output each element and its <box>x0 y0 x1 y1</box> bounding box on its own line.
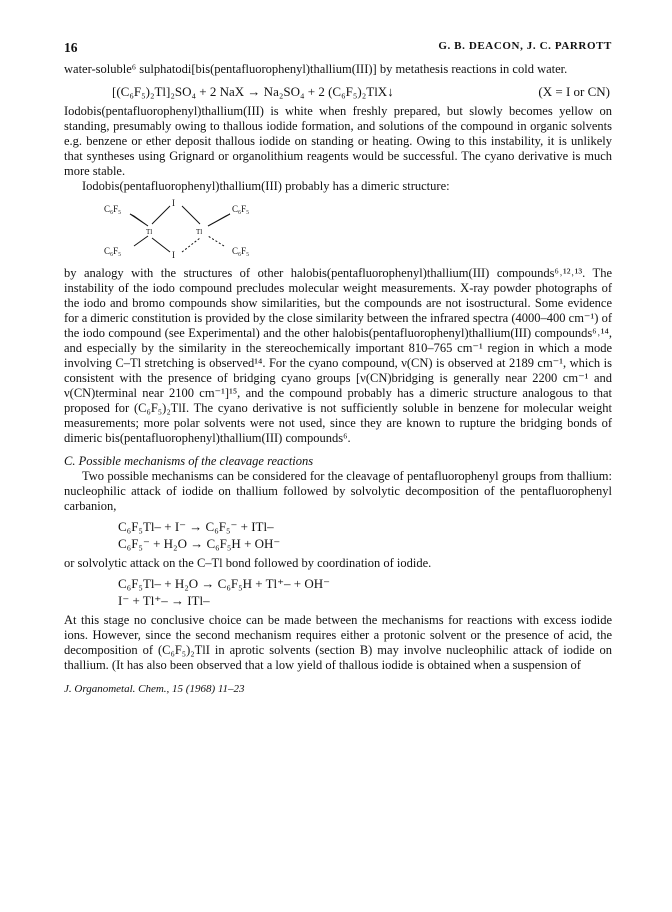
equation-text: [(C₆F₅)₂Tl]₂SO₄ + 2 NaX → Na₂SO₄ + 2 (C₆F₅)₂TlX↓ <box>112 84 394 99</box>
bond-bl <box>134 236 148 246</box>
paragraph-continued: water-soluble⁶ sulphatodi[bis(pentafluorophenyl)thallium(III)] by metathesis reactions in cold water. <box>64 62 568 76</box>
page <box>64 40 612 695</box>
equation-a2: C₆F₅⁻ + H₂O → C₆F₅H + OH⁻ <box>118 536 281 551</box>
bond-tl-i2 <box>152 238 170 252</box>
dimer-structure-svg <box>104 196 304 260</box>
equations-mechanism-b <box>118 575 612 609</box>
wedge-bond-tl <box>130 214 148 226</box>
equation-a1: C₆F₅Tl– + I⁻ → C₆F₅⁻ + ITl– <box>118 519 274 534</box>
bond-tl-i <box>152 206 170 224</box>
journal-footer: J. Organometal. Chem., 15 (1968) 11–23 <box>64 683 245 695</box>
bond-i-tl2 <box>182 206 200 224</box>
bond-i2-tl2 <box>182 238 200 252</box>
equation-b1: C₆F₅Tl– + H₂O → C₆F₅H + Tl⁺– + OH⁻ <box>118 576 330 591</box>
page-number: 16 <box>64 40 78 55</box>
paragraph-mechanism-discussion: At this stage no conclusive choice can be made between the mechanisms for reactions with excess iodide ions. However, since the second mechanism requires either a protonic solvent or the presence of acid, the decomposition of (C₆F₅)₂TlI in aprotic solvents (section B) may involve nucleophilic attack of iodide on thallium. (It has also been observed that a low yield of thallous iodide is obtained when a suspension of <box>64 613 612 672</box>
paragraph-dimer-intro: Iodobis(pentafluorophenyl)thallium(III) probably has a dimeric structure: <box>82 179 450 193</box>
paragraph-mechanisms-intro: Two possible mechanisms can be considered for the cleavage of pentafluorophenyl groups from thallium: nucleophilic attack of iodide on thallium followed by solvolytic decomposition of the pentafluorophenyl carbanion, <box>64 469 612 513</box>
c6f5-label-tr: C₆F₅ <box>232 204 250 214</box>
c6f5-label-tl: C₆F₅ <box>104 204 122 214</box>
thallium-label-left: Tl <box>146 228 153 236</box>
paragraph-stability: Iodobis(pentafluorophenyl)thallium(III) is white when freshly prepared, but slowly becomes yellow on standing, presumably owing to thallous iodide formation, and solutions of the compound in organic solvents e.g. benzene or ether deposit thallous iodide on standing or heating. Owing to this instability, it is unlikely that syntheses using Grignard or organolithium reagents would be successful. The cyano derivative is much more stable. <box>64 104 612 178</box>
paragraph-dimer-evidence: by analogy with the structures of other halobis(pentafluorophenyl)thallium(III) compounds⁶˒¹²˒¹³. The instability of the iodo compound precludes molecular weight measurements. X-ray powder photographs of the iodo and bromo compounds show similarities, but the compounds are not isostructural. Some evidence for a dimeric constitution is provided by the close similarity between the infrared spectra (4000–400 cm⁻¹) of the iodo compound (see Experimental) and the other halobis(pentafluorophenyl)thallium(III) compounds⁶˒¹⁴, and especially by the similarity in the stereochemically important 810–765 cm⁻¹ region in which a mode involving C–Tl stretching is observed¹⁴. For the cyano compound, ν(CN) is observed at 2189 cm⁻¹, which is consistent with the presence of bridging cyano groups [ν(CN)bridging is generally near 2200 cm⁻¹ and ν(CN)terminal near 2100 cm⁻¹]¹⁵, and the compound probably has a dimeric structure analogous to that proposed for (C₆F₅)₂TlI. The cyano derivative is not sufficiently soluble in benzene for molecular weight measurements; more polar solvents were not used, since they are known to rupture the bridging bonds of dimeric bis(pentafluorophenyl)thallium(III) compounds⁶. <box>64 266 612 445</box>
equation-metathesis <box>112 83 612 100</box>
wedge-bond-tr <box>208 214 230 226</box>
iodine-label-bottom: I <box>172 250 175 260</box>
dimer-structure-diagram <box>104 196 612 260</box>
equations-mechanism-a <box>118 518 612 552</box>
c6f5-label-br: C₆F₅ <box>232 246 250 256</box>
thallium-label-right: Tl <box>196 228 203 236</box>
running-header <box>64 40 612 62</box>
bond-br <box>208 236 224 246</box>
c6f5-label-bl: C₆F₅ <box>104 246 122 256</box>
running-authors: G. B. DEACON, J. C. PARROTT <box>438 40 612 52</box>
paragraph-mechanism-b-intro: or solvolytic attack on the C–Tl bond followed by coordination of iodide. <box>64 556 432 570</box>
equation-note: (X = I or CN) <box>538 84 610 99</box>
iodine-label-top: I <box>172 198 175 208</box>
section-c-heading: C. Possible mechanisms of the cleavage reactions <box>64 454 314 468</box>
equation-b2: I⁻ + Tl⁺– → ITl– <box>118 593 210 608</box>
